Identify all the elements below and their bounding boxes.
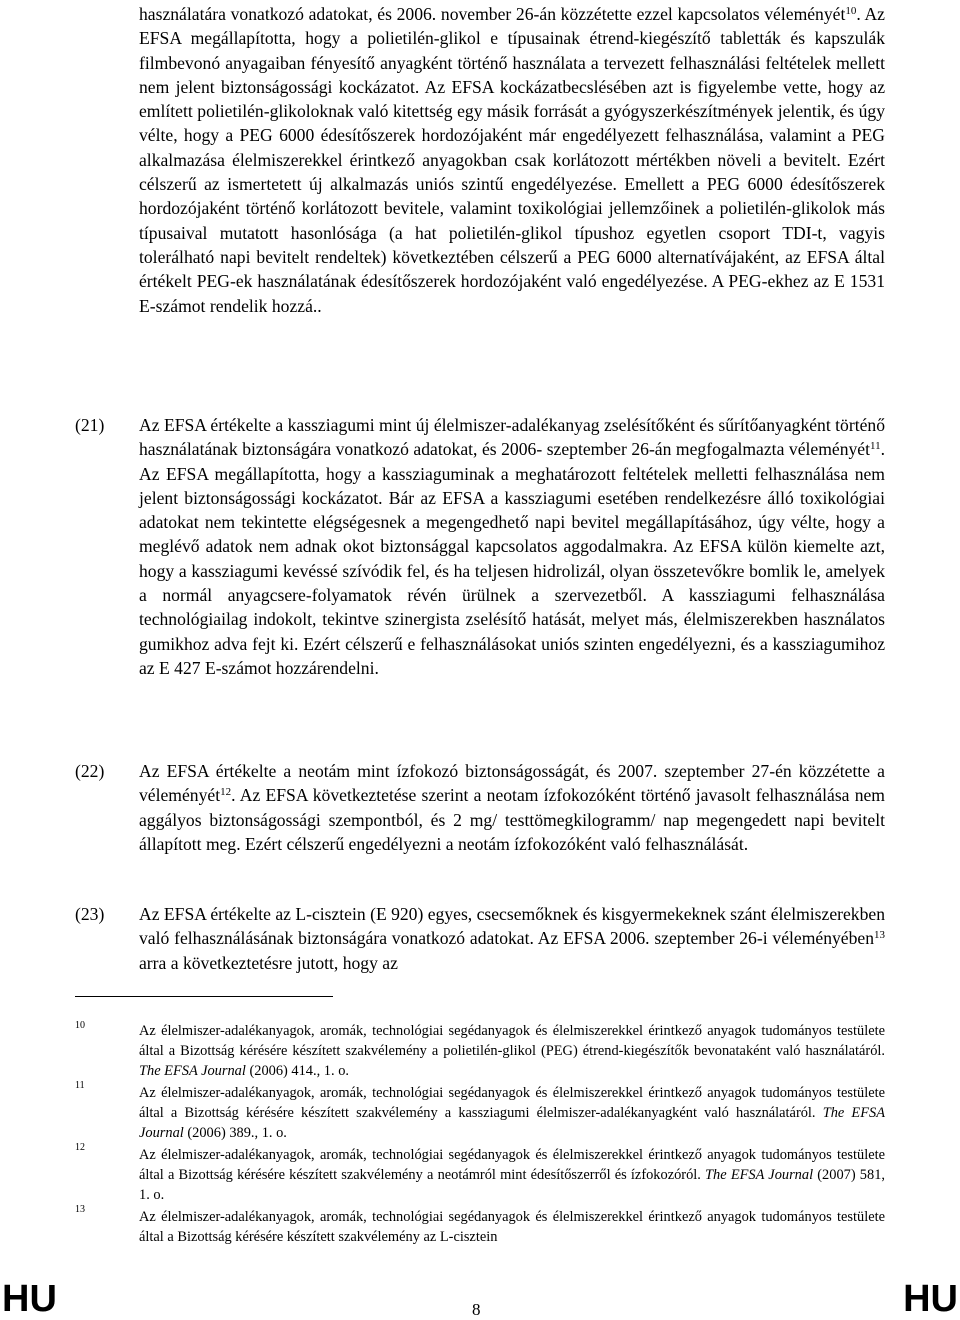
footnote-text: (2006) 389., 1. o. (183, 1125, 287, 1141)
paragraph-text: használatára vonatkozó adatokat, és 2006. november 26-án közzétette ezzel kapcsolatos véleményét (139, 4, 846, 24)
paragraph-continuation (139, 2, 885, 318)
footnote-number: 11 (75, 1080, 85, 1091)
footnote-ref[interactable]: 11 (870, 440, 881, 453)
footnote-text: Az élelmiszer-adalékanyagok, aromák, technológiai segédanyagok és élelmiszerekkel érintkező anyagok tudományos testülete által a Bizottság kérésére készített szakvélemény az L-cisztein (139, 1209, 885, 1245)
journal-title: The EFSA Journal (139, 1063, 246, 1079)
language-code-left: HU (2, 1278, 57, 1320)
recital-22 (139, 759, 885, 856)
footnote-ref[interactable]: 12 (220, 786, 232, 799)
footnote-text: (2006) 414., 1. o. (245, 1063, 349, 1079)
recital-text: Az EFSA értékelte a neotám mint ízfokozó biztonságosságát, és 2007. szeptember 27-én közzétette a véleményét (139, 761, 885, 806)
footnote-text: Az élelmiszer-adalékanyagok, aromák, technológiai segédanyagok és élelmiszerekkel érintkező anyagok tudományos testülete által a Bizottság kérésére készített szakvélemény a kassziagumi élelmiszer-adalékanyagként való használatáról. (139, 1085, 885, 1121)
journal-title: The EFSA Journal (705, 1167, 814, 1183)
footnote-12 (139, 1145, 885, 1205)
footnote-ref[interactable]: 10 (845, 5, 857, 17)
journal-title: The EFSA Journal (139, 1105, 885, 1141)
footnote-separator (75, 996, 333, 997)
footnote-11 (139, 1083, 885, 1143)
recital-text: . Az EFSA megállapította, hogy a kassziaguminak a meghatározott feltételek melletti felhasználása nem jelent biztonságossági kockázatot. Bár az EFSA a kassziagumi esetében rendelkezésre álló toxikológiai adatokat nem tekintette elégségesnek a megengedhető napi bevitel megállapításához, úgy vélte, hogy a meglévő adatok nem adnak okot biztonsággal kapcsolatos aggodalmakra. Az EFSA külön kiemelte azt, hogy a kassziagumi kevéssé szívódik fel, és ha teljesen hidrolizál, olyan összetevőkre bomlik le, amelyek a normál anyagcsere-folyamatok révén ürülnek a szervezetből. A kassziagumi felhasználása technológiailag indokolt, tekintve szinergista zselésítő hatását, melyet más, élelmiszerekben használatos gumikhoz adva fejt ki. Ezért célszerű e felhasználásokat uniós szinten engedélyezni, és a kassziagumihoz az E 427 E-számot hozzárendelni. (139, 439, 885, 678)
footnote-number: 13 (75, 1204, 85, 1215)
recital-text: Az EFSA értékelte a kassziagumi mint új élelmiszer-adalékanyag zselésítőként és sűrítőanyagként történő használatának biztonságára vonatkozó adatokat, és 2006- szeptember 26-án megfogalmazta véleményét (139, 415, 885, 460)
footnote-13 (139, 1207, 885, 1247)
recital-number: (23) (75, 904, 105, 924)
footnote-10 (139, 1021, 885, 1081)
footnote-text: Az élelmiszer-adalékanyagok, aromák, technológiai segédanyagok és élelmiszerekkel érintkező anyagok tudományos testülete által a Bizottság kérésére készített szakvélemény a neotámról mint édesítőszerről és ízfokozóról. (139, 1147, 885, 1183)
recital-text: Az EFSA értékelte az L-cisztein (E 920) egyes, csecsemőknek és kisgyermekeknek szánt élelmiszerekben való felhasználásának biztonságára vonatkozó adatokat. Az EFSA 2006. szeptember 26-i véleményében (139, 904, 885, 949)
footnote-ref[interactable]: 13 (874, 929, 885, 942)
recital-text: . Az EFSA következtetése szerint a neotam ízfokozóként történő javasolt felhasználása nem aggályos biztonságossági szempontból, és 2 mg/ testtömegkilogramm/ nap megengedett napi bevitelt állapított meg. Ezért célszerű engedélyezni a neotám ízfokozóként való felhasználását. (139, 785, 885, 854)
paragraph-text: . Az EFSA megállapította, hogy a polietilén-glikol e típusainak étrend-kiegészítő tabletták és kapszulák filmbevonó anyagaiban fényesítő anyagként történő használata a tervezett felhasználási feltételek mellett nem jelent biztonságossági kockázatot. Az EFSA kockázatbecslésében azt is figyelembe vette, hogy az említett polietilén-glikoloknak való kitettség egy másik forrását a gyógyszerkészítmények jelentik, és úgy vélte, hogy a PEG 6000 édesítőszerek hordozójaként már engedélyezett felhasználása, valamint a PEG alkalmazása élelmiszerekkel érintkező anyagokban csak korlátozott mértékben növeli a bevitelt. Ezért célszerű az ismertetett új alkalmazás uniós szintű engedélyezése. Emellett a PEG 6000 édesítőszerek hordozójaként történő korlátozott bevitele, valamint toxikológiai jellemzőinek a polietilén-glikolok más típusaival mutatott hasonlósága (a hat polietilén-glikol típushoz egyetlen csoport TDI-t, vagyis tolerálható napi bevitelt rendeltek) következtében célszerű a PEG 6000 alternatívájaként, az EFSA által értékelt PEG-ek használatának édesítőszerek hordozójaként való engedélyezése. A PEG-ekhez az E 1531 E-számot rendelik hozzá.. (139, 4, 885, 316)
footnote-text: (2007) 581, 1. o. (139, 1167, 885, 1203)
footnote-number: 10 (75, 1020, 85, 1031)
recital-number: (21) (75, 415, 105, 435)
footnote-text: Az élelmiszer-adalékanyagok, aromák, technológiai segédanyagok és élelmiszerekkel érintkező anyagok tudományos testülete által a Bizottság kérésére készített szakvélemény a polietilén-glikol (PEG) étrend-kiegészítők bevonataként való használatáról. (139, 1023, 885, 1059)
recital-23 (139, 902, 885, 975)
recital-number: (22) (75, 761, 105, 781)
page-number: 8 (472, 1300, 481, 1319)
recital-21 (139, 413, 885, 680)
footnote-number: 12 (75, 1142, 85, 1153)
language-code-right: HU (903, 1278, 958, 1320)
recital-text: arra a következtetésre jutott, hogy az (139, 952, 398, 973)
